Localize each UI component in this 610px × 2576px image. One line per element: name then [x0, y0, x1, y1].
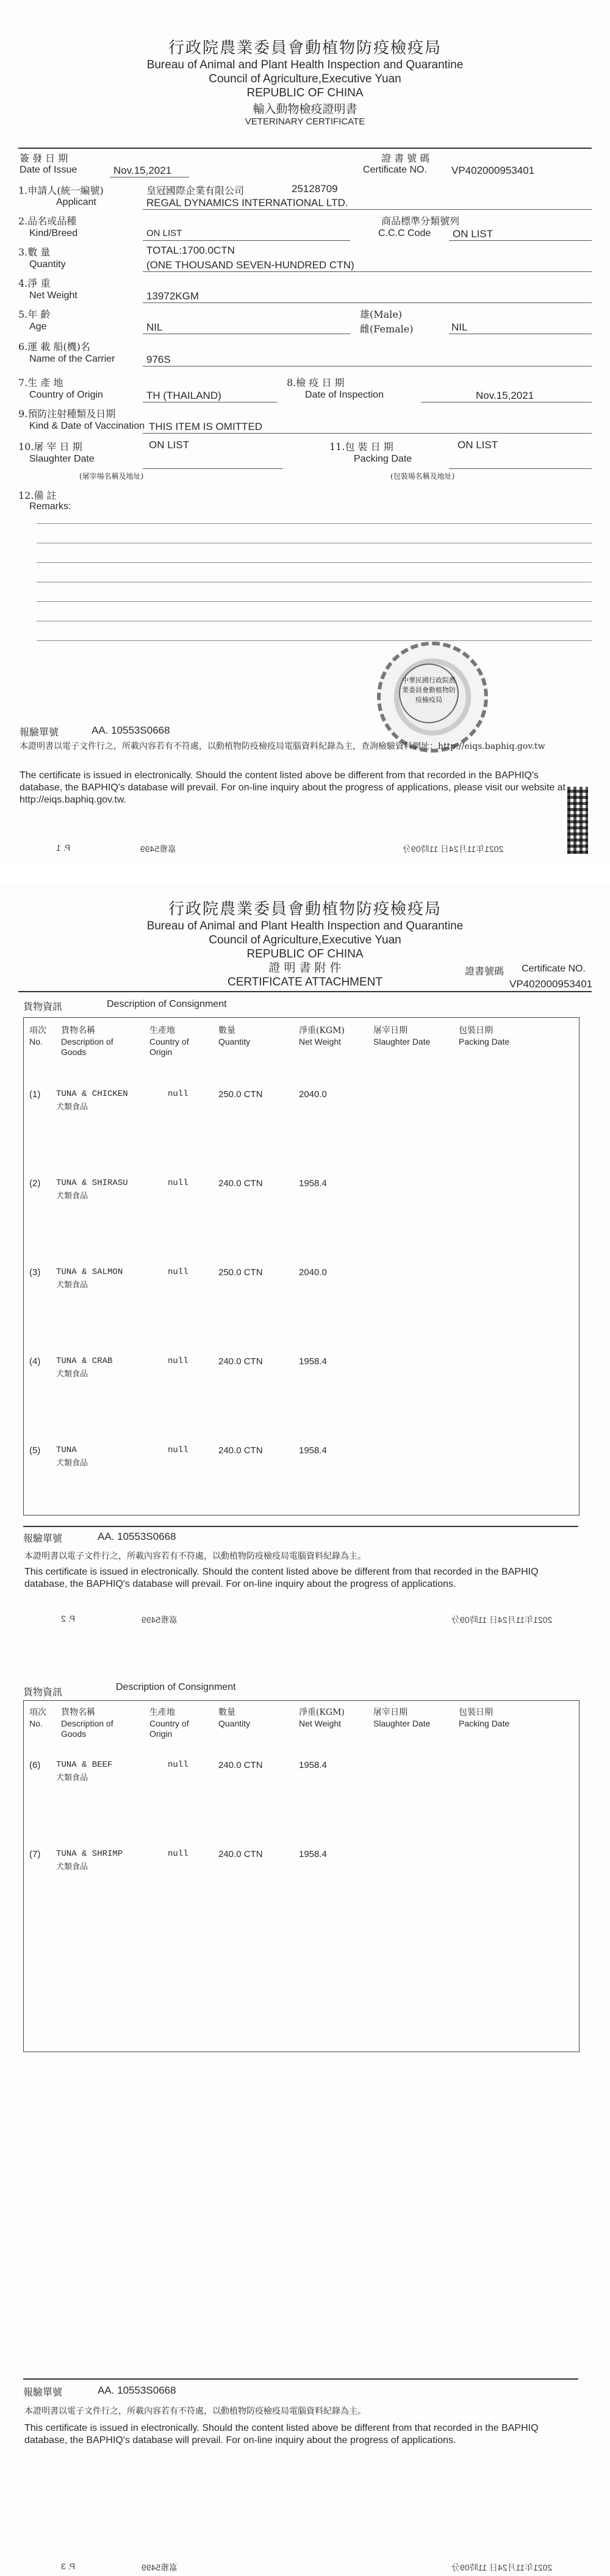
column-header-cn: 貨物名稱: [61, 1026, 95, 1036]
cert-no-label: Certificate NO.: [363, 165, 427, 175]
footer-print-time: [403, 843, 503, 855]
vaccination-value: THIS ITEM IS OMITTED: [149, 421, 263, 432]
item-origin: null: [168, 1178, 188, 1188]
footer-code-2: [142, 2561, 178, 2574]
applicant-name-cn: 皇冠國際企業有限公司: [146, 185, 245, 196]
quantity-words: (ONE THOUSAND SEVEN-HUNDRED CTN): [146, 259, 354, 271]
quantity-total: TOTAL:1700.0CTN: [146, 245, 235, 256]
inspection-no-value-2: AA. 10553S0668: [98, 2385, 176, 2396]
item-net-weight: 2040.0: [299, 1089, 327, 1100]
item-net-weight: 1958.4: [299, 1445, 327, 1456]
male-label: 雄(Male): [360, 309, 402, 320]
applicant-value: REGAL DYNAMICS INTERNATIONAL LTD.: [146, 197, 348, 209]
council-title: Council of Agriculture,Executive Yuan: [209, 934, 401, 946]
quantity-label-cn: 3.數 量: [18, 246, 51, 258]
issue-date-value: Nov.15,2021: [113, 165, 172, 176]
consignment-label-cn: 貨物資訊: [23, 1001, 63, 1012]
consignment-label: Description of Consignment: [107, 999, 227, 1009]
footer-code-text: 嘉雅5499: [142, 2563, 178, 2572]
item-origin: null: [168, 1849, 188, 1859]
kind-label: Kind/Breed: [29, 228, 78, 238]
item-number: (4): [29, 1356, 41, 1367]
underline: [143, 209, 592, 210]
column-header-cn: 包裝日期: [459, 1708, 493, 1717]
item-goods-cn: 犬類食品: [56, 1370, 88, 1379]
inspection-no-value: AA. 10553S0668: [92, 724, 170, 736]
column-header-cn: 屠宰日期: [373, 1708, 407, 1717]
certificate-title-cn: 輸入動物檢疫證明書: [253, 102, 357, 116]
inspection-value: Nov.15,2021: [476, 390, 534, 401]
underline: [143, 271, 592, 272]
cert-no-value: VP402000953401: [451, 165, 535, 176]
column-header-cn: 生產地: [149, 1026, 175, 1036]
underline: [449, 240, 592, 241]
consignment-table-2: [23, 1700, 580, 2052]
net-weight-label: Net Weight: [29, 290, 77, 301]
column-header-cn: 數量: [218, 1026, 235, 1036]
carrier-label-cn: 6.運 載 船(機)名: [18, 341, 90, 352]
bureau-title-cn: 行政院農業委員會動植物防疫檢疫局: [168, 900, 442, 918]
item-quantity: 240.0 CTN: [218, 1356, 263, 1367]
column-header-cn: 數量: [218, 1708, 235, 1717]
applicant-label-cn: 1.申請人(統一編號): [18, 185, 104, 196]
footer-code-text: 嘉雅5499: [142, 1615, 178, 1625]
column-header: Net Weight: [299, 1037, 341, 1046]
consignment-label-cn-2: 貨物資訊: [23, 1686, 63, 1698]
packing-note: (包裝場名稱及地址): [390, 472, 455, 481]
slaughter-note: (屠宰場名稱及地址): [79, 472, 144, 481]
item-quantity: 240.0 CTN: [218, 1445, 263, 1456]
footer-print-text: 2021年11月24日 11時09分: [403, 844, 504, 854]
quantity-label: Quantity: [29, 259, 66, 270]
item-number: (2): [29, 1178, 41, 1189]
item-origin: null: [168, 1445, 188, 1455]
slaughter-value: ON LIST: [149, 439, 190, 451]
column-header: No.: [29, 1719, 43, 1728]
kind-value: ON LIST: [146, 228, 182, 238]
footer-print-text: 2021年11月24日 11時09分: [451, 1615, 553, 1625]
notice-en-2: This certificate is issued in electronically. Should the content listed above be different from that recorded in the BAPHIQ database, the BAPHIQ's database will prevail. For on-line inquiry about the progress of applications.: [24, 2423, 539, 2445]
page-number: [61, 1614, 75, 1623]
column-header-cn: 貨物名稱: [61, 1708, 95, 1717]
item-quantity: 240.0 CTN: [218, 1849, 263, 1859]
notice-en: The certificate is issued in electronically. Should the content listed above be different from that recorded in the BAPHIQ's database, the BAPHIQ's database will prevail. For on-line inquiry about the progress of applications, please visit our website at http://eiqs.baphiq.gov.tw.: [20, 770, 566, 805]
certificate-page-1: [0, 0, 610, 863]
council-title: Council of Agriculture,Executive Yuan: [209, 73, 401, 85]
column-header-cn: 項次: [29, 1708, 46, 1717]
footer-code: [142, 1614, 178, 1626]
item-origin: null: [168, 1089, 188, 1099]
footer-print-time-2: [451, 2561, 552, 2574]
remarks-line: [37, 523, 592, 524]
inspection-no-label-2: 報驗單號: [23, 2386, 63, 2398]
column-header: No.: [29, 1037, 43, 1046]
page-number-2: [61, 2561, 75, 2571]
item-goods: TUNA & CHICKEN: [56, 1089, 128, 1099]
page-number: [56, 843, 70, 853]
item-goods-cn: 犬類食品: [56, 1281, 88, 1290]
underline: [143, 302, 592, 303]
item-number: (7): [29, 1849, 41, 1859]
remarks-line: [37, 640, 592, 641]
footer-code-text: 嘉雅5499: [140, 844, 177, 854]
inspection-label-cn: 8.檢 疫 日 期: [287, 377, 345, 388]
underline: [449, 468, 592, 469]
column-header: Packing Date: [459, 1719, 510, 1728]
item-net-weight: 1958.4: [299, 1178, 327, 1189]
footer-code: [140, 843, 176, 855]
column-header-cn: 淨重(KGM): [299, 1708, 345, 1717]
cert-no-label-cn: 證書號碼: [465, 965, 504, 977]
bureau-title-en: Bureau of Animal and Plant Health Inspection and Quarantine: [146, 920, 464, 932]
packing-label: Packing Date: [354, 454, 412, 464]
qr-code-icon: [567, 787, 588, 854]
item-goods: TUNA & CRAB: [56, 1356, 113, 1366]
divider: [23, 2378, 578, 2380]
item-number: (1): [29, 1089, 41, 1100]
inspection-label: Date of Inspection: [305, 390, 384, 400]
attachment-title-cn: 證 明 書 附 件: [268, 961, 342, 975]
remarks-line: [37, 562, 592, 563]
inspection-no-label: 報驗單號: [20, 726, 59, 738]
underline: [143, 240, 350, 241]
item-net-weight: 1958.4: [299, 1849, 327, 1859]
cert-no-label: Certificate NO.: [522, 964, 586, 974]
origin-label-cn: 7.生 產 地: [18, 377, 63, 388]
page-number-text: P. 2: [61, 1614, 76, 1623]
underline: [143, 366, 592, 367]
item-origin: null: [168, 1267, 188, 1277]
column-header-cn: 屠宰日期: [373, 1026, 407, 1036]
column-header: Description of Goods: [61, 1719, 113, 1739]
origin-label: Country of Origin: [29, 390, 103, 400]
divider: [18, 991, 592, 992]
underline: [143, 468, 283, 469]
bureau-title-en: Bureau of Animal and Plant Health Inspection and Quarantine: [146, 59, 464, 71]
certificate-title-en: VETERINARY CERTIFICATE: [245, 116, 365, 127]
net-weight-label-cn: 4.淨 重: [18, 277, 51, 289]
notice-cn: 本證明書以電子文件行之，所載內容若有不符處，以動植物防疫檢疫局電腦資料紀錄為主。: [24, 1551, 366, 1561]
inspection-no-label: 報驗單號: [23, 1533, 63, 1544]
notice-cn: 本證明書以電子文件行之，所載內容若有不符處，以動植物防疫檢疫局電腦資料紀錄為主，查詢檢驗資料網址：http://eiqs.baphiq.gov.tw: [20, 742, 545, 751]
page-number-text: P. 1: [56, 843, 71, 853]
female-value: NIL: [451, 321, 468, 333]
consignment-label-2: Description of Consignment: [116, 1682, 236, 1692]
slaughter-label-cn: 10.屠 宰 日 期: [18, 441, 82, 453]
item-goods: TUNA: [56, 1445, 77, 1455]
item-goods: TUNA & SALMON: [56, 1267, 123, 1277]
item-goods: TUNA & BEEF: [56, 1760, 113, 1770]
item-net-weight: 2040.0: [299, 1267, 327, 1278]
country-title: REPUBLIC OF CHINA: [246, 87, 364, 99]
carrier-value: 976S: [146, 354, 171, 365]
footer-print-time: [451, 1614, 552, 1626]
column-header: Net Weight: [299, 1719, 341, 1728]
divider: [18, 148, 592, 149]
official-seal: [377, 642, 488, 753]
column-header-cn: 生產地: [149, 1708, 175, 1717]
cert-no-label-cn: 證 書 號 碼: [381, 152, 430, 164]
remarks-label-cn: 12.備 註: [18, 490, 57, 501]
item-goods: TUNA & SHRIMP: [56, 1849, 123, 1859]
page-number-text: P. 3: [61, 2561, 76, 2571]
column-header-cn: 項次: [29, 1026, 46, 1036]
column-header: Description of Goods: [61, 1037, 113, 1057]
item-goods-cn: 犬類食品: [56, 1862, 88, 1872]
notice-en: This certificate is issued in electronically. Should the content listed above be different from that recorded in the BAPHIQ database, the BAPHIQ's database will prevail. For on-line inquiry about the progress of applications.: [24, 1567, 539, 1589]
issue-date-label: Date of Issue: [20, 165, 77, 175]
item-quantity: 240.0 CTN: [218, 1760, 263, 1770]
attachment-title-en: CERTIFICATE ATTACHMENT: [227, 976, 383, 989]
country-title: REPUBLIC OF CHINA: [246, 948, 364, 961]
notice-cn-2: 本證明書以電子文件行之，所載內容若有不符處，以動植物防疫檢疫局電腦資料紀錄為主。: [24, 2406, 366, 2416]
ccc-value: ON LIST: [453, 228, 493, 240]
item-quantity: 240.0 CTN: [218, 1178, 263, 1189]
seal-text: 中華民國行政院農業委員會動植物防疫檢疫局: [399, 664, 459, 723]
applicant-tax-id: 25128709: [292, 183, 338, 195]
remarks-label: Remarks:: [29, 501, 71, 512]
item-goods-cn: 犬類食品: [56, 1192, 88, 1201]
item-number: (5): [29, 1445, 41, 1456]
item-quantity: 250.0 CTN: [218, 1089, 263, 1100]
remarks-line: [37, 601, 592, 602]
column-header: Slaughter Date: [373, 1719, 431, 1728]
item-goods-cn: 犬類食品: [56, 1103, 88, 1112]
footer-print-text: 2021年11月24日 11時09分: [451, 2563, 553, 2572]
age-label-cn: 5.年 齡: [18, 309, 51, 320]
age-label: Age: [29, 321, 47, 332]
column-header: Slaughter Date: [373, 1037, 431, 1046]
column-header-cn: 包裝日期: [459, 1026, 493, 1036]
female-label: 雌(Female): [360, 323, 414, 335]
page2-header: [0, 896, 610, 989]
item-origin: null: [168, 1356, 188, 1366]
item-origin: null: [168, 1760, 188, 1770]
underline: [143, 433, 592, 434]
column-header: Quantity: [218, 1719, 251, 1728]
packing-label-cn: 11.包 裝 日 期: [329, 441, 393, 453]
item-number: (6): [29, 1760, 41, 1770]
applicant-label: Applicant: [56, 197, 96, 207]
issue-date-label-cn: 簽 發 日 期: [20, 152, 68, 164]
slaughter-label: Slaughter Date: [29, 454, 95, 464]
page-gap: [0, 863, 610, 884]
origin-value: TH (THAILAND): [146, 390, 221, 401]
bureau-title-cn: 行政院農業委員會動植物防疫檢疫局: [168, 39, 442, 57]
page1-header: [0, 35, 610, 127]
divider: [23, 1526, 578, 1527]
packing-value: ON LIST: [458, 439, 498, 451]
vaccination-label: Kind & Date of Vaccination: [29, 421, 145, 431]
item-number: (3): [29, 1267, 41, 1278]
item-net-weight: 1958.4: [299, 1356, 327, 1367]
item-net-weight: 1958.4: [299, 1760, 327, 1770]
kind-label-cn: 2.品名或品種: [18, 215, 77, 227]
inspection-no-value: AA. 10553S0668: [98, 1531, 176, 1542]
net-weight-value: 13972KGM: [146, 290, 199, 302]
item-goods: TUNA & SHIRASU: [56, 1178, 128, 1188]
certificate-page-2: [0, 884, 610, 2576]
age-value: NIL: [146, 321, 163, 333]
column-header: Country of Origin: [149, 1719, 189, 1739]
column-header: Packing Date: [459, 1037, 510, 1046]
vaccination-label-cn: 9.預防注射種類及日期: [18, 408, 116, 420]
column-header: Country of Origin: [149, 1037, 189, 1057]
item-goods-cn: 犬類食品: [56, 1773, 88, 1783]
cert-no-value: VP402000953401: [509, 978, 593, 990]
ccc-label-cn: 商品標準分類號列: [381, 215, 460, 227]
column-header-cn: 淨重(KGM): [299, 1026, 345, 1036]
column-header: Quantity: [218, 1037, 251, 1046]
item-goods-cn: 犬類食品: [56, 1459, 88, 1468]
carrier-label: Name of the Carrier: [29, 354, 115, 364]
item-quantity: 250.0 CTN: [218, 1267, 263, 1278]
ccc-label: C.C.C Code: [378, 228, 431, 238]
